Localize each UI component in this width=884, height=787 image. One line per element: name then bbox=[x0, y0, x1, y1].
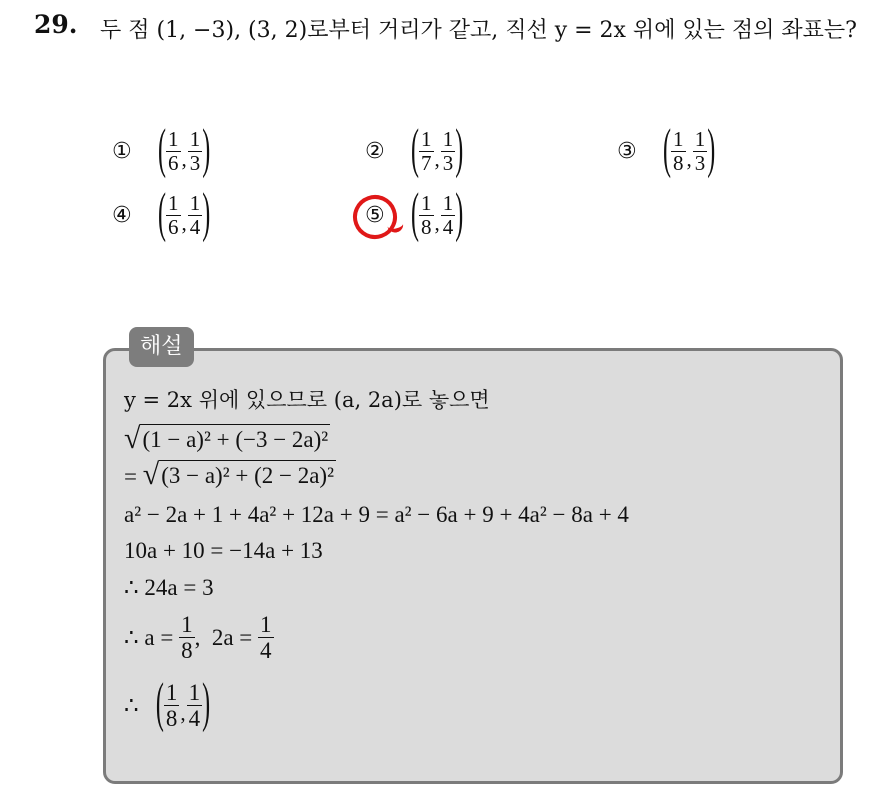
solution-line-2: √ (1 − a)² + (−3 − 2a)² bbox=[124, 422, 329, 455]
choice-mark: ③ bbox=[617, 139, 637, 165]
solution-line-1: y = 2x 위에 있으므로 (a, 2a)로 놓으면 bbox=[124, 388, 490, 412]
question-number: 29. bbox=[34, 10, 78, 39]
solution-line-4: a² − 2a + 1 + 4a² + 12a + 9 = a² − 6a + 9 + 4a² − 8a + 4 bbox=[124, 502, 629, 527]
choice-mark: ② bbox=[365, 139, 385, 165]
choice-mark: ④ bbox=[112, 203, 132, 229]
solution-tag: 해설 bbox=[129, 327, 194, 367]
solution-line-6: ∴ 24a = 3 bbox=[124, 575, 214, 600]
choice-mark: ⑤ bbox=[365, 203, 385, 229]
choice-1[interactable] bbox=[112, 120, 211, 181]
choice-value: ( $\frac{1}{8}$ , $\frac{1}{3}$ ) bbox=[663, 120, 716, 181]
choice-4[interactable] bbox=[112, 184, 211, 245]
solution-line-5: 10a + 10 = −14a + 13 bbox=[124, 538, 323, 563]
solution-line-7: ∴ a = $\frac{1}{8}$ , 2a = $\frac{1}{4}$ bbox=[124, 612, 272, 664]
choice-value: ( $\frac{1}{6}$ , $\frac{1}{4}$ ) bbox=[158, 184, 211, 245]
question-text: 두 점 (1, −3), (3, 2)로부터 거리가 같고, 직선 y = 2x 위에 있는 점의 좌표는? bbox=[100, 18, 857, 43]
choice-value: ( $\frac{1}{7}$ , $\frac{1}{3}$ ) bbox=[411, 120, 464, 181]
choice-value: ( $\frac{1}{8}$ , $\frac{1}{4}$ ) bbox=[411, 184, 464, 245]
choice-value: ( $\frac{1}{6}$ , $\frac{1}{3}$ ) bbox=[158, 120, 211, 181]
choice-2[interactable] bbox=[365, 120, 464, 181]
choice-mark: ① bbox=[112, 139, 132, 165]
solution-line-8: ∴ ( $\frac{1}{8}$ , $\frac{1}{4}$ ) bbox=[124, 674, 211, 735]
solution-line-3: = √ (3 − a)² + (2 − 2a)² bbox=[124, 458, 334, 491]
choice-3[interactable] bbox=[617, 120, 716, 181]
